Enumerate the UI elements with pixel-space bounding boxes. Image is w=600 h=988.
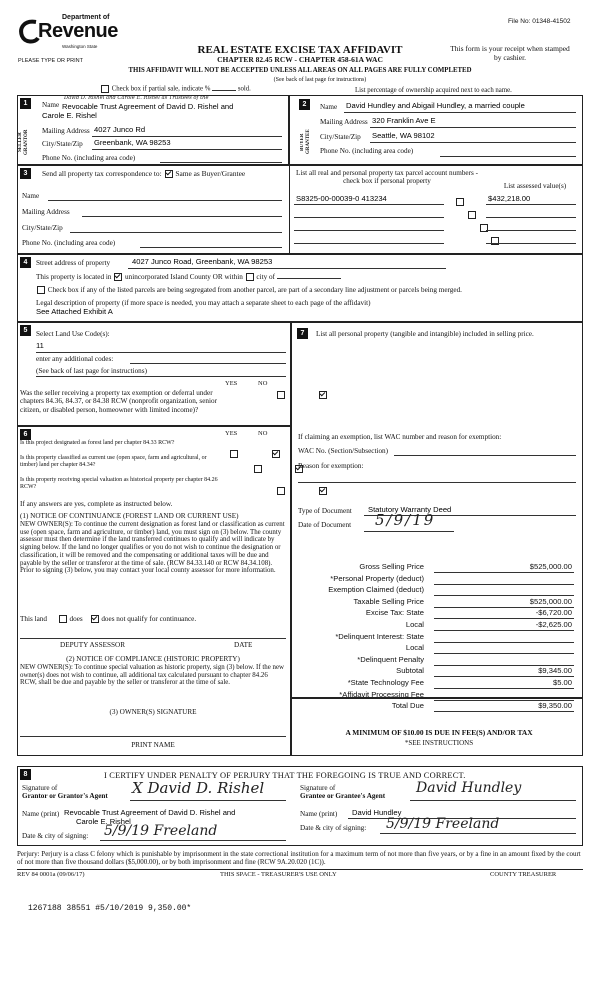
does-label: does bbox=[69, 615, 83, 623]
grantor-sig-label bbox=[22, 784, 108, 801]
seller-side-label: SELLER GRANTOR bbox=[18, 129, 29, 155]
grantee-print-label: Name (print) bbox=[300, 810, 338, 818]
segregated-line bbox=[36, 286, 462, 294]
unincorporated-checkbox[interactable] bbox=[114, 273, 122, 281]
s3-mailing-label: Mailing Address bbox=[22, 208, 70, 216]
personal-prop-checkbox-2[interactable] bbox=[468, 211, 476, 219]
tax-row-label: Taxable Selling Price bbox=[353, 596, 424, 606]
see-instructions: *SEE INSTRUCTIONS bbox=[404, 739, 474, 747]
s6-no-header: NO bbox=[258, 430, 268, 437]
tax-row-value[interactable]: -$2,625.00 bbox=[535, 620, 572, 629]
grantee-print-name[interactable]: David Hundley bbox=[352, 808, 402, 817]
grantor-print-label: Name (print) bbox=[22, 810, 60, 818]
form-title: REAL ESTATE EXCISE TAX AFFIDAVIT bbox=[197, 44, 403, 56]
current-use-question: Is this property classified as current use (open space, farm and agricultural, or timber) land per chapter 84.34? bbox=[20, 455, 207, 468]
buyer-city[interactable]: Seattle, WA 98102 bbox=[372, 131, 435, 140]
street-label: Street address of property bbox=[36, 259, 111, 267]
deputy-assessor: DEPUTY ASSESSOR bbox=[60, 641, 126, 649]
revenue-logo bbox=[18, 14, 128, 58]
section-6-badge: 6 bbox=[20, 429, 31, 440]
tax-row bbox=[300, 667, 574, 678]
seller-name-label: Name bbox=[42, 101, 60, 109]
seller-mailing[interactable]: 4027 Junco Rd bbox=[94, 125, 146, 134]
segregated-checkbox[interactable] bbox=[37, 286, 45, 294]
section-2-badge: 2 bbox=[299, 99, 310, 110]
partial-sale bbox=[100, 85, 251, 93]
tax-row-label: Exemption Claimed (deduct) bbox=[328, 585, 424, 595]
buyer-mailing[interactable]: 320 Franklin Ave E bbox=[372, 116, 436, 125]
tax-row-label: Local bbox=[405, 643, 424, 653]
tax-row-value[interactable]: $9,350.00 bbox=[538, 701, 572, 711]
county-treasurer: COUNTY TREASURER bbox=[490, 871, 557, 878]
does-checkbox[interactable] bbox=[59, 615, 67, 623]
owner-signature-label: (3) OWNER(S) SIGNATURE bbox=[109, 708, 197, 716]
section-5-badge: 5 bbox=[20, 325, 31, 336]
ownership-pct: List percentage of ownership acquired next to each name. bbox=[355, 87, 512, 94]
historic-question: Is this property receiving special valuation as historical property per chapter 84.26 RCW? bbox=[20, 477, 218, 490]
seller-city-label: City/State/Zip bbox=[42, 140, 83, 148]
unincorporated-label: unincorporated Island County OR within bbox=[125, 273, 243, 281]
buyer-name-label: Name bbox=[320, 103, 338, 111]
treasurer-space: THIS SPACE - TREASURER'S USE ONLY bbox=[220, 871, 337, 878]
forest-yes-checkbox[interactable] bbox=[230, 450, 238, 458]
grantee-sig-label-1: Signature of bbox=[300, 784, 336, 792]
s3-city-label: City/State/Zip bbox=[22, 224, 63, 232]
parcel-header: List all real and personal property tax parcel account numbers - check box if personal property bbox=[295, 169, 478, 186]
print-name-label: PRINT NAME bbox=[131, 741, 175, 749]
tax-row-label: *Personal Property (deduct) bbox=[330, 573, 424, 583]
grantor-print-name[interactable]: Revocable Trust Agreement of David D. Rishel and bbox=[64, 808, 236, 817]
logo-state: Washington State bbox=[62, 44, 98, 49]
perjury-notice: Perjury: Perjury is a class C felony which is punishable by imprisonment in the state correctional institution for a maximum term of not more than five years, or by a fine in an amount fixed by the court of not more than five thousand dollars ($5,000.00), or by both imprisonment and fine (RCW 9A.20.020 (1C)). bbox=[17, 850, 581, 867]
doc-date[interactable]: 5/9/19 bbox=[375, 511, 436, 529]
if-yes: If any answers are yes, complete as instructed below. bbox=[20, 500, 173, 508]
tax-row-label: *Affidavit Processing Fee bbox=[339, 689, 424, 699]
grantee-date-label: Date & city of signing: bbox=[300, 824, 367, 832]
send-label: Send all property tax correspondence to: bbox=[42, 169, 162, 178]
logo-swoosh-icon bbox=[18, 18, 40, 44]
located-label: This property is located in bbox=[36, 273, 112, 281]
treasurer-stamp: 1267188 38551 #5/10/2019 9,350.00* bbox=[28, 904, 192, 913]
tax-row bbox=[300, 621, 574, 632]
partial-sale-checkbox[interactable] bbox=[101, 85, 109, 93]
wac-label: WAC No. (Section/Subsection) bbox=[298, 447, 389, 455]
s5-yes-header: YES bbox=[225, 380, 238, 387]
section-3-badge: 3 bbox=[20, 168, 31, 179]
does-not-checkbox[interactable] bbox=[91, 615, 99, 623]
s5-see-back: (See back of last page for instructions) bbox=[36, 367, 147, 375]
historic-yes-checkbox[interactable] bbox=[277, 487, 285, 495]
does-not-label: does not qualify for continuance. bbox=[101, 615, 197, 623]
grantor-sig-label-1: Signature of bbox=[22, 784, 58, 792]
tax-row bbox=[300, 586, 574, 597]
section-8-badge: 8 bbox=[20, 769, 31, 780]
grantor-date-label: Date & city of signing: bbox=[22, 832, 89, 840]
form-subtitle: CHAPTER 82.45 RCW - CHAPTER 458-61A WAC bbox=[217, 55, 383, 64]
logo-main: Revenue bbox=[38, 20, 118, 42]
assessed-header: List assessed value(s) bbox=[503, 182, 567, 190]
land-use-code[interactable]: 11 bbox=[36, 341, 44, 350]
buyer-city-label: City/State/Zip bbox=[320, 133, 361, 141]
forest-no-checkbox[interactable] bbox=[272, 450, 280, 458]
doc-date-label: Date of Document bbox=[298, 521, 352, 529]
tax-row-value[interactable]: $9,345.00 bbox=[538, 666, 572, 676]
parcel-number[interactable]: S8325-00-00039-0 413234 bbox=[296, 194, 387, 203]
current-use-no-checkbox[interactable] bbox=[295, 465, 303, 473]
tax-row-value[interactable]: $525,000.00 bbox=[529, 596, 572, 606]
tax-row bbox=[300, 633, 574, 644]
section-7-badge: 7 bbox=[297, 328, 308, 339]
seller-mailing-label: Mailing Address bbox=[42, 127, 90, 135]
buyer-phone-label: Phone No. (including area code) bbox=[320, 147, 414, 155]
tax-row bbox=[300, 563, 574, 574]
doc-type[interactable]: Statutory Warranty Deed bbox=[368, 505, 452, 514]
tax-row bbox=[300, 679, 574, 690]
city-of-label: city of bbox=[256, 273, 275, 281]
seller-name[interactable]: Revocable Trust Agreement of David D. Rishel and bbox=[62, 102, 234, 111]
this-land-label: This land bbox=[20, 615, 47, 623]
additional-codes: enter any additional codes: bbox=[36, 355, 114, 363]
receipt-note: This form is your receipt when stamped by cashier. bbox=[450, 44, 570, 62]
street-address[interactable]: 4027 Junco Road, Greenbank, WA 98253 bbox=[132, 257, 273, 266]
tax-row-label: Gross Selling Price bbox=[359, 562, 424, 571]
personal-prop-checkbox-4[interactable] bbox=[491, 237, 499, 245]
historic-no-checkbox[interactable] bbox=[319, 487, 327, 495]
current-use-yes-checkbox[interactable] bbox=[254, 465, 262, 473]
legal-label: Legal description of property (if more space is needed, you may attach a separate sheet to each page of the affidavit) bbox=[36, 299, 371, 307]
sold-label: sold. bbox=[237, 85, 251, 93]
grantee-signature[interactable]: David Hundley bbox=[416, 780, 522, 796]
tax-row-label: *Delinquent Interest: State bbox=[335, 631, 424, 641]
s5-no-header: NO bbox=[258, 380, 268, 387]
logo-top: Department of bbox=[62, 14, 110, 21]
tax-row bbox=[300, 644, 574, 655]
grantor-print-name-2[interactable]: Carole E. Rishel bbox=[76, 817, 131, 826]
tax-row-label: Excise Tax: State bbox=[365, 608, 424, 618]
compliance-text: NEW OWNER(S): To continue special valuation as historic property, sign (3) below. If the new owner(s) does not wish to continue, all additional tax calculated pursuant to chapter 84.26 RCW, shall be due and payable by the seller or transferor at the time of sale. bbox=[20, 664, 284, 687]
compliance-title: (2) NOTICE OF COMPLIANCE (HISTORIC PROPERTY) bbox=[66, 655, 240, 663]
continuance-text: NEW OWNER(S): To continue the current designation as forest land or classification as current use (open space, farm and agriculture, or timber) land, you must sign on (3) below. The county assessor must then determine if the land transferred continues to qualify and will indicate by signing below. If the land no longer qualifies or you do not wish to continue the designation or classification, it will be removed and the compensating or additional taxes will be due and payable by the seller or transferor at the time of sale. (RCW 84.33.140 or RCW 84.34.108). Prior to signing (3) below, you may contact your local county assessor for more information. bbox=[20, 521, 285, 575]
legal-description[interactable]: See Attached Exhibit A bbox=[36, 307, 113, 316]
please-type: PLEASE TYPE OR PRINT bbox=[18, 58, 84, 64]
tax-row bbox=[300, 598, 574, 609]
seller-name-handwritten: David D. Rishel and Carole E. Rishel as Trustees of the bbox=[64, 95, 209, 101]
exemption-claim-label: If claiming an exemption, list WAC number and reason for exemption: bbox=[298, 433, 502, 441]
continuance-title: (1) NOTICE OF CONTINUANCE (FOREST LAND OR CURRENT USE) bbox=[20, 512, 239, 520]
doc-type-label: Type of Document bbox=[298, 507, 352, 515]
grantor-date-city[interactable]: 5/9/19 Freeland bbox=[104, 823, 218, 839]
tax-row-label: Subtotal bbox=[396, 666, 424, 676]
send-correspondence bbox=[42, 170, 245, 179]
seller-name-2[interactable]: Carole E. Rishel bbox=[42, 111, 97, 120]
exemption-question: Was the seller receiving a property tax exemption or deferral under chapters 84.36, 84.37, or 84.38 RCW (nonprofit organization, senior citizen, or disabled person, homeowner with limited income)? bbox=[20, 389, 217, 414]
minimum-due: A MINIMUM OF $10.00 IS DUE IN FEE(S) AND/OR TAX bbox=[345, 728, 533, 737]
tax-row bbox=[300, 575, 574, 586]
tax-row bbox=[300, 609, 574, 620]
qualify-line bbox=[20, 615, 196, 623]
tax-row-label: *State Technology Fee bbox=[347, 678, 424, 687]
tax-row-value[interactable]: -$6,720.00 bbox=[535, 608, 572, 618]
certify-statement: I CERTIFY UNDER PENALTY OF PERJURY THAT THE FOREGOING IS TRUE AND CORRECT. bbox=[104, 771, 466, 780]
tax-row-label: *Delinquent Penalty bbox=[357, 654, 424, 664]
see-back: (See back of last page for instructions) bbox=[273, 77, 367, 83]
current-use-section bbox=[17, 426, 291, 756]
s3-name-label: Name bbox=[22, 192, 40, 200]
personal-prop-checkbox-3[interactable] bbox=[480, 224, 488, 232]
file-no: File No: 01348-41502 bbox=[508, 18, 571, 25]
grantee-sig-label bbox=[300, 784, 385, 801]
personal-prop-checkbox-1[interactable] bbox=[456, 198, 464, 206]
s3-phone-label: Phone No. (including area code) bbox=[22, 239, 116, 247]
personal-property-label: List all personal property (tangible and intangible) included in selling price. bbox=[316, 330, 534, 338]
grantee-sig-label-2: Grantee or Grantee's Agent bbox=[300, 792, 386, 801]
rev-number: REV 84 0001a (09/06/17) bbox=[17, 871, 85, 878]
section-4-badge: 4 bbox=[20, 257, 31, 268]
deputy-date: DATE bbox=[234, 641, 253, 649]
partial-sale-label: Check box if partial sale, indicate % bbox=[111, 85, 211, 93]
city-of-checkbox[interactable] bbox=[246, 273, 254, 281]
exemption-yes-checkbox[interactable] bbox=[277, 391, 285, 399]
tax-row-label: Local bbox=[405, 620, 424, 629]
same-as-buyer-label: Same as Buyer/Grantee bbox=[175, 169, 246, 178]
assessed-value[interactable]: $432,218.00 bbox=[488, 194, 531, 203]
same-as-buyer-checkbox[interactable] bbox=[165, 170, 173, 178]
land-use-label: Select Land Use Code(s): bbox=[36, 330, 110, 338]
grantee-date-city[interactable]: 5/9/19 Freeland bbox=[386, 816, 500, 832]
seller-city[interactable]: Greenbank, WA 98253 bbox=[94, 138, 171, 147]
tax-row-value[interactable]: $5.00 bbox=[552, 678, 572, 687]
segregated-label: Check box if any of the listed parcels are being segregated from another parcel, are part of a secondary line adjustment or parcels being merged. bbox=[47, 286, 462, 294]
tax-row-label: Total Due bbox=[391, 701, 424, 711]
buyer-name[interactable]: David Hundley and Abigail Hundley, a married couple bbox=[346, 101, 525, 110]
seller-phone-label: Phone No. (including area code) bbox=[42, 154, 136, 162]
s6-yes-header: YES bbox=[225, 430, 238, 437]
tax-row bbox=[300, 656, 574, 667]
section-1-badge: 1 bbox=[20, 98, 31, 109]
grantor-sig-label-2: Grantor or Grantor's Agent bbox=[22, 792, 108, 801]
warning: THIS AFFIDAVIT WILL NOT BE ACCEPTED UNLESS ALL AREAS ON ALL PAGES ARE FULLY COMPLETED bbox=[128, 67, 472, 74]
grantor-signature[interactable]: X David D. Rishel bbox=[132, 779, 265, 797]
buyer-mailing-label: Mailing Address bbox=[320, 118, 368, 126]
located-line bbox=[36, 273, 341, 281]
tax-row-value[interactable]: $525,000.00 bbox=[529, 562, 572, 571]
buyer-side-label: BUYER GRANTEE bbox=[300, 129, 311, 155]
reason-label: Reason for exemption: bbox=[298, 462, 364, 470]
forest-question: Is this project designated as forest land per chapter 84.33 RCW? bbox=[20, 440, 175, 446]
